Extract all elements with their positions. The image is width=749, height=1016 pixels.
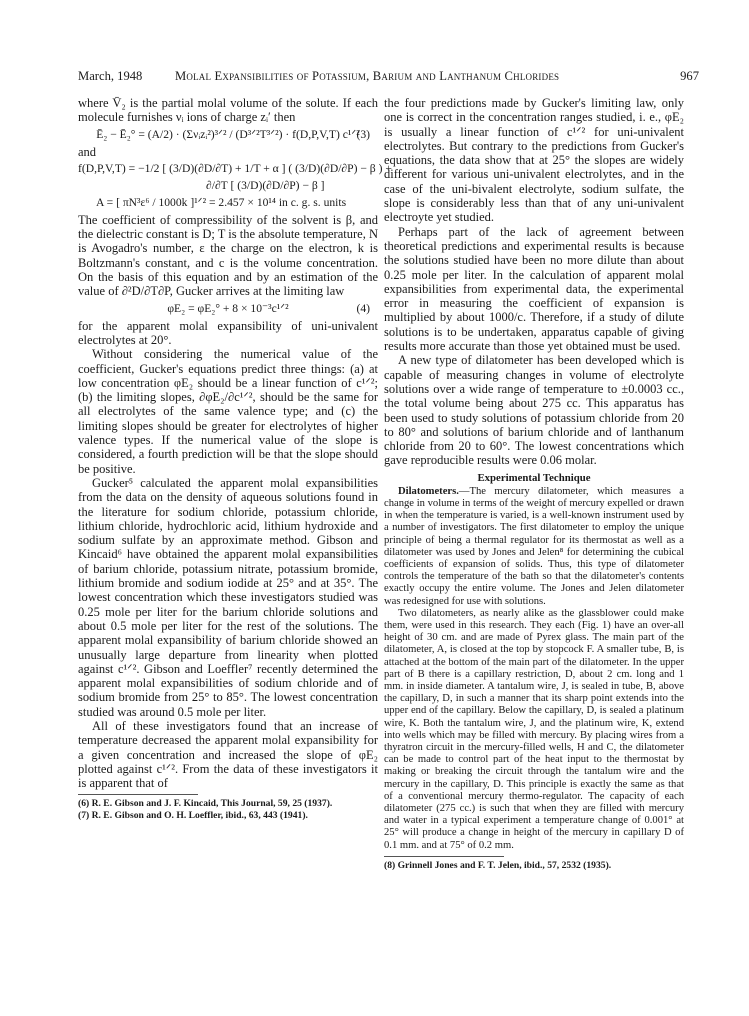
page-number: 967: [680, 69, 699, 83]
section-heading: Experimental Technique: [477, 471, 591, 484]
left-column: [78, 96, 392, 821]
run-in-heading: Dilatometers.: [398, 485, 459, 497]
footnote-divider: [384, 856, 504, 857]
equation-number: (3): [356, 127, 370, 141]
paragraph: where V̄₂ is the partial molal volume of the solute. If each molecule furnishes νᵢ ions of charge zᵢ′ then: [78, 96, 378, 125]
footnote: (7) R. E. Gibson and O. H. Loeffler, ibid., 63, 443 (1941).: [78, 809, 308, 821]
paragraph: Two dilatometers, as nearly alike as the glassblower could make them, were used in this research. They each (Fig. 1) have an over-all height of 30 cm. and are made of Pyrex glass. The main part of the dilatometer, A, is closed at the top by stopcock F. A smaller tube, B, is attached at the bottom of the main part of the dilatometer. In the upper part of B there is a capillary restriction, D, about 2 cm. long and 1 mm. in inside diameter. A tantalum wire, J, is sealed in tube, B, above the capillary, D, in such a manner that its sharp point extends into the upper end of the capillary. Below the capillary, D, is sealed a platinum wire, K. Both the tantalum wire, J, and the platinum wire, K, extend into wells which may be filled with mercury. By placing wires from a thyratron circuit in the mercury-filled wells, H and C, the dilatometer can be made to control part of the heat input to the thermostat by making or breaking the circuit through the tantalum wire and the mercury in the capillary, D. This principle is exactly the same as that of a conventional mercury thermo-regulator. The capacity of each dilatometer (275 cc.) is such that when they are filled with mercury and water in a typical experiment a temperature change of 0.001° at 25° will produce a change in height of the mercury in capillary D of 0.1 mm. and at 75° of 0.2 mm.: [384, 607, 684, 851]
footnote: (8) Grinnell Jones and F. T. Jelen, ibid., 57, 2532 (1935).: [384, 859, 612, 871]
footnote-divider: [78, 794, 198, 795]
equation-a: A = [ πN³ε⁶ / 1000k ]¹ᐟ² = 2.457 × 10¹⁴ in c. g. s. units: [96, 195, 347, 209]
paragraph: All of these investigators found that an increase of temperature decreased the apparent molal expansibility for a given concentration and increased the slope of φE₂ plotted against c¹ᐟ². From the data of these investigators it is apparent that of: [78, 718, 378, 791]
right-column: [384, 96, 684, 871]
equation-text: Ē₂ − Ē₂° = (A/2) · (Σνᵢzᵢ²)³ᐟ² / (D³ᐟ²T³ᐟ²) · f(D,P,V,T) c¹ᐟ²: [96, 127, 360, 141]
equation-text: φE₂ = φE₂° + 8 × 10⁻³c¹ᐟ²: [167, 301, 289, 315]
equation-f-line-2: ∂/∂T [ (3/D)(∂D/∂P) − β ]: [206, 178, 325, 192]
header-title: Molal Expansibilities of Potassium, Barium and Lanthanum Chlorides: [175, 69, 560, 83]
paragraph: for the apparent molal expansibility of uni-univalent electrolytes at 20°.: [78, 318, 378, 347]
paragraph: Gucker⁵ calculated the apparent molal expansibilities from the data on the density of aqueous solutions found in the literature for sodium chloride, potassium chloride, lithium chloride, hydrochloric acid, lithium hydroxide and sodium sulfate by an approximate method. Gibson and Kincaid⁶ have obtained the apparent molal expansibilities of barium chloride, potassium nitrate, potassium bromide, lithium bromide and sodium iodide at 25° and at 35°. The lowest concentration which these investigators studied was 0.25 mole per liter for the barium chloride solutions and about 0.5 mole per liter for the rest of the solutions. The apparent molal expansibility of barium chloride showed an unusually large departure from linearity when plotted against c¹ᐟ². Gibson and Loeffler⁷ recently determined the apparent molal expansibilities of sodium chloride and of sodium bromide from 25° to 85°. The lowest concentration studied was around 0.5 mole per liter.: [78, 475, 378, 719]
running-header: [78, 66, 699, 86]
paragraph: A new type of dilatometer has been developed which is capable of measuring changes in volume of electrolyte solutions over a wide range of temperature to ±0.0003 cc., the total volume being about 275 cc. This apparatus has been used to study solutions of potassium chloride from 20 to 80° and solutions of barium chloride and of lanthanum chloride from 20 to 60°. The lowest concentrations which gave reproducible results were 0.06 molar.: [384, 353, 684, 468]
equation-4: [78, 302, 378, 316]
paragraph: and: [78, 144, 97, 159]
paragraph-text: —The mercury dilatometer, which measures a change in volume in terms of the weight of mercury expelled or drawn in when the temperature is varied, is a well-known instrument used by a number of investigators. The first dilatometer to employ the unique principle of being a thermal regulator for its thermostat as well as a dilatometer was used by Jones and Jelen⁸ for determining the cubical coefficients of expansion of solids. Thus, this type of dilatometer controls the temperature of the bath so that the dilatometer's contents exactly occupy the entire volume. The Jones and Jelen dilatometer was redesigned for use with solutions.: [384, 485, 684, 607]
equation-3: [78, 128, 378, 142]
paragraph: Perhaps part of the lack of agreement between theoretical predictions and experimental results is because the solutions studied have been no more dilute than about 0.25 mole per liter. In the calculation of apparent molal expansibilities from experimental data, the experimental error in measuring the coefficient of expansion is multiplied by about 1000/c. Therefore, if a study of dilute solutions is to be undertaken, apparatus capable of giving results more accurate than those yet obtained must be used.: [384, 224, 684, 354]
footnote: (6) R. E. Gibson and J. F. Kincaid, This Journal, 59, 25 (1937).: [78, 798, 333, 810]
equation-number: (4): [356, 301, 370, 315]
paragraph: [384, 486, 684, 608]
paragraph: The coefficient of compressibility of the solvent is β, and the dielectric constant is D; T is the absolute temperature, N is Avogadro's number, ε the charge on the electron, k is Boltzmann's constant, and c is the volume concentration. On the basis of this equation and by an estimation of the value of ∂²D/∂T∂P, Gucker arrives at the limiting law: [78, 212, 378, 299]
paragraph: the four predictions made by Gucker's limiting law, only one is correct in the concentration ranges studied, i. e., φE₂ is usually a linear function of c¹ᐟ² for uni-univalent electrolytes. But contrary to the predictions from Gucker's equations, the data show that at 25° the slopes are widely different for various uni-univalent electrolytes, and in the case of the uni-bivalent electrolyte, sodium sulfate, the slope is considerably less than that of any uni-univalent electroyte yet studied.: [384, 96, 684, 225]
header-date: March, 1948: [78, 69, 143, 83]
paragraph: Without considering the numerical value of the coefficient, Gucker's equations predict three things: (a) at low concentration φE₂ should be a linear function of c¹ᐟ²; (b) the limiting slopes, ∂φE₂/∂c¹ᐟ², should be the same for all electrolytes of the same valence type; and (c) the limiting slopes should be greater for electrolytes of higher valence types. If the numerical value of the slope is considered, a fourth prediction will be that the slope should be positive.: [78, 347, 378, 476]
equation-f-line-1: f(D,P,V,T) = −1/2 [ (3/D)(∂D/∂T) + 1/T + α ] ( (3/D)(∂D/∂P) − β ) +: [78, 161, 392, 175]
